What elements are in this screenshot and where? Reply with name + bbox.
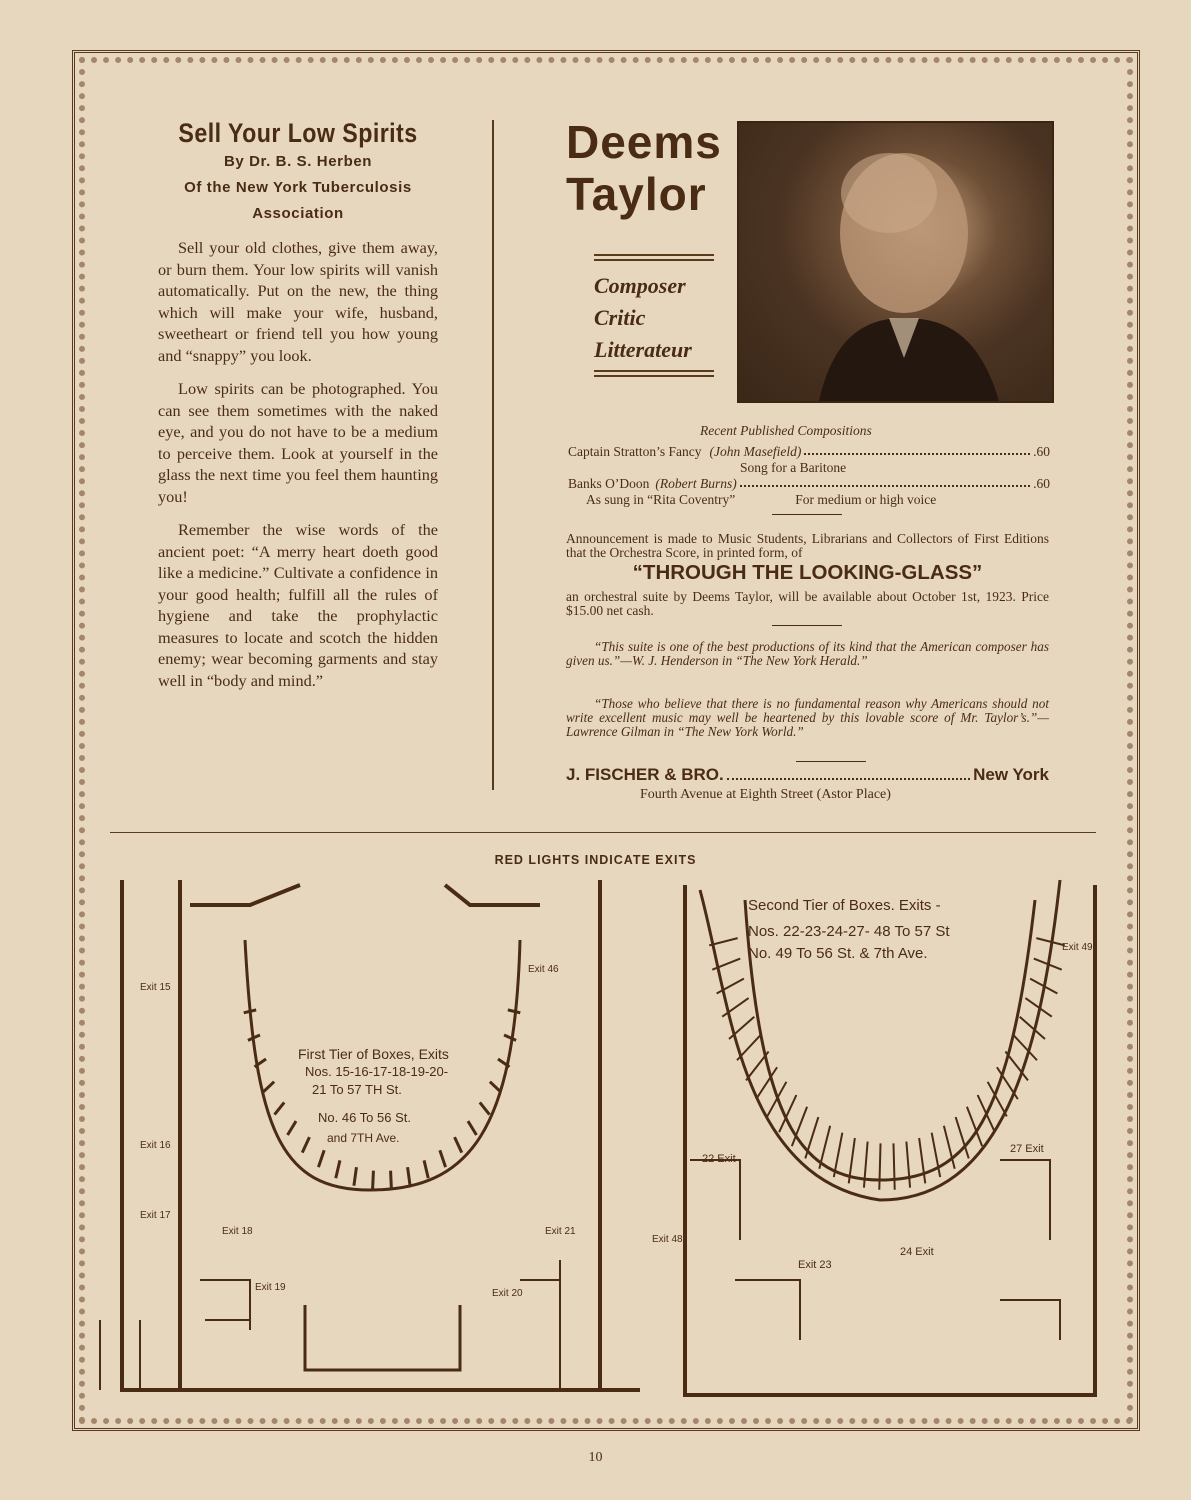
ad-name bbox=[566, 116, 722, 220]
box-divider bbox=[373, 1171, 374, 1190]
box-divider bbox=[805, 1117, 818, 1158]
ad-name-first: Deems bbox=[566, 116, 722, 168]
box-divider bbox=[455, 1137, 462, 1153]
first-tier-boxes bbox=[244, 1010, 521, 1190]
article-body bbox=[158, 237, 438, 691]
box-divider bbox=[424, 1160, 428, 1178]
publisher-name: J. FISCHER & BRO. bbox=[566, 765, 724, 784]
box-divider bbox=[318, 1150, 324, 1167]
byline-affiliation-cont: Association bbox=[252, 205, 344, 222]
exit-label: Exit 15 bbox=[140, 982, 171, 993]
box-divider bbox=[302, 1137, 309, 1153]
box-divider bbox=[354, 1167, 357, 1186]
floor-plans bbox=[0, 860, 1191, 1430]
exit-label: Exit 18 bbox=[222, 1226, 253, 1237]
exit-label: Exit 21 bbox=[545, 1226, 576, 1237]
announcement: Announcement is made to Music Students, Librarians and Collectors of First Editions that the Orchestra Score, in printed form, of bbox=[566, 531, 1049, 560]
box-divider bbox=[737, 1035, 761, 1061]
composition-voice: For medium or high voice bbox=[795, 492, 937, 507]
recent-compositions-heading: Recent Published Compositions bbox=[700, 423, 872, 438]
box-divider bbox=[746, 1051, 769, 1080]
exit-label: Exit 16 bbox=[140, 1140, 171, 1151]
box-divider bbox=[779, 1095, 796, 1132]
article-paragraph: Sell your old clothes, give them away, or burn them. Your low spirits will vanish automatically. Put on the new, the thing which will make your wife, husband, sweetheart or friend tell you how young and “snappy” you look. bbox=[158, 238, 438, 365]
byline-author: By Dr. B. S. Herben bbox=[223, 153, 373, 170]
exit-label: Exit 17 bbox=[140, 1210, 171, 1221]
publisher-city: New York bbox=[973, 765, 1049, 784]
divider bbox=[796, 761, 866, 762]
publisher-address: Fourth Avenue at Eighth Street (Astor Place) bbox=[640, 787, 891, 802]
role-composer: Composer bbox=[594, 273, 686, 298]
suite-title: “THROUGH THE LOOKING-GLASS” bbox=[632, 561, 983, 584]
role-litterateur: Litterateur bbox=[594, 337, 692, 362]
box-divider bbox=[263, 1082, 274, 1092]
box-divider bbox=[879, 1143, 880, 1189]
composition-price: .60 bbox=[1033, 444, 1050, 459]
box-divider bbox=[408, 1167, 411, 1186]
box-divider bbox=[893, 1143, 894, 1189]
second-tier-label: No. 49 To 56 St. & 7th Ave. bbox=[748, 945, 928, 962]
divider bbox=[594, 375, 714, 377]
divider bbox=[772, 625, 842, 626]
announcement-detail: an orchestral suite by Deems Taylor, will be available about October 1st, 1923. Price $15.00 net cash. bbox=[566, 589, 1049, 618]
box-divider bbox=[480, 1102, 490, 1114]
box-divider bbox=[508, 1010, 520, 1013]
divider bbox=[772, 514, 842, 515]
ad-name-last: Taylor bbox=[566, 168, 707, 220]
page-number: 10 bbox=[588, 1450, 603, 1465]
byline-affiliation: Of the New York Tuberculosis bbox=[184, 179, 412, 196]
exit-label: Exit 20 bbox=[492, 1288, 523, 1299]
box-divider bbox=[275, 1102, 285, 1114]
exit-label: 22 Exit bbox=[702, 1153, 736, 1165]
portrait-illustration bbox=[739, 123, 1052, 401]
review-quote-gilman: “Those who believe that there is no fundamental reason why Americans should not write excellent music may well be heartened by this lovable score of Mr. Taylor’s.”—Lawrence Gilman in “The New York World.” bbox=[566, 696, 1049, 739]
exit-label: Exit 23 bbox=[798, 1259, 832, 1271]
composition-1 bbox=[568, 444, 1050, 476]
box-divider bbox=[919, 1138, 925, 1183]
exit-label: 24 Exit bbox=[900, 1246, 934, 1258]
box-divider bbox=[504, 1035, 516, 1040]
composition-note: As sung in “Rita Coventry” bbox=[586, 492, 736, 507]
first-tier-label: No. 46 To 56 St. bbox=[318, 1110, 411, 1125]
exit-label: Exit 19 bbox=[255, 1282, 286, 1293]
first-tier-label: 21 To 57 TH St. bbox=[312, 1082, 402, 1097]
box-divider bbox=[906, 1142, 910, 1188]
divider bbox=[594, 254, 714, 256]
composition-note: Song for a Baritone bbox=[740, 460, 847, 475]
exit-label: Exit 46 bbox=[528, 964, 559, 975]
first-tier-label: Nos. 15-16-17-18-19-20- bbox=[305, 1064, 449, 1079]
first-tier-label: First Tier of Boxes, Exits bbox=[298, 1046, 449, 1062]
box-divider bbox=[834, 1133, 843, 1177]
composition-2 bbox=[568, 476, 1050, 508]
composition-author: (Robert Burns) bbox=[655, 476, 737, 491]
exits-heading: RED LIGHTS INDICATE EXITS bbox=[494, 853, 697, 867]
composition-title: Captain Stratton’s Fancy bbox=[568, 444, 702, 459]
second-tier-label: Second Tier of Boxes. Exits - bbox=[748, 897, 941, 914]
box-divider bbox=[288, 1121, 297, 1135]
exit-label: 27 Exit bbox=[1010, 1143, 1044, 1155]
first-tier-label: and 7TH Ave. bbox=[327, 1131, 400, 1145]
divider bbox=[594, 370, 714, 372]
article-title: Sell Your Low Spirits bbox=[178, 118, 418, 148]
box-divider bbox=[336, 1160, 340, 1178]
composition-price: .60 bbox=[1033, 476, 1050, 491]
section-divider bbox=[110, 832, 1096, 833]
portrait-photo bbox=[737, 121, 1054, 403]
divider bbox=[594, 259, 714, 261]
box-divider bbox=[490, 1082, 501, 1092]
article-paragraph: Remember the wise words of the ancient poet: “A merry heart doeth good like a medicine.” Cultivate a confidence in your good health; fulfill all the rules of hygiene and take the prophylactic measures to locate and scotch the hidden enemy; wear becoming garments and stay well in “body and mind.” bbox=[158, 520, 438, 690]
box-divider bbox=[440, 1150, 446, 1167]
article-low-spirits bbox=[158, 118, 438, 703]
second-tier-label: Nos. 22-23-24-27- 48 To 57 St bbox=[748, 923, 950, 940]
publisher-line bbox=[566, 765, 1049, 785]
exit-label: Exit 49 bbox=[1062, 942, 1093, 953]
review-quote-henderson: “This suite is one of the best productions of its kind that the American composer has given us.”—W. J. Henderson in “The New York Herald.” bbox=[566, 639, 1049, 668]
box-divider bbox=[819, 1126, 830, 1169]
composition-title: Banks O’Doon bbox=[568, 476, 650, 491]
ad-roles bbox=[594, 270, 692, 366]
box-divider bbox=[244, 1010, 256, 1013]
box-divider bbox=[468, 1121, 477, 1135]
role-critic: Critic bbox=[594, 305, 646, 330]
article-paragraph: Low spirits can be photographed. You can see them sometimes with the naked eye, and you do not have to be a medium to perceive them. Look at yourself in the glass the next time you feel them haunting you! bbox=[158, 379, 438, 506]
composition-author: (John Masefield) bbox=[709, 444, 802, 459]
column-divider bbox=[492, 120, 494, 790]
exit-label: Exit 48 bbox=[652, 1234, 683, 1245]
article-byline bbox=[158, 149, 438, 227]
box-divider bbox=[391, 1171, 392, 1190]
